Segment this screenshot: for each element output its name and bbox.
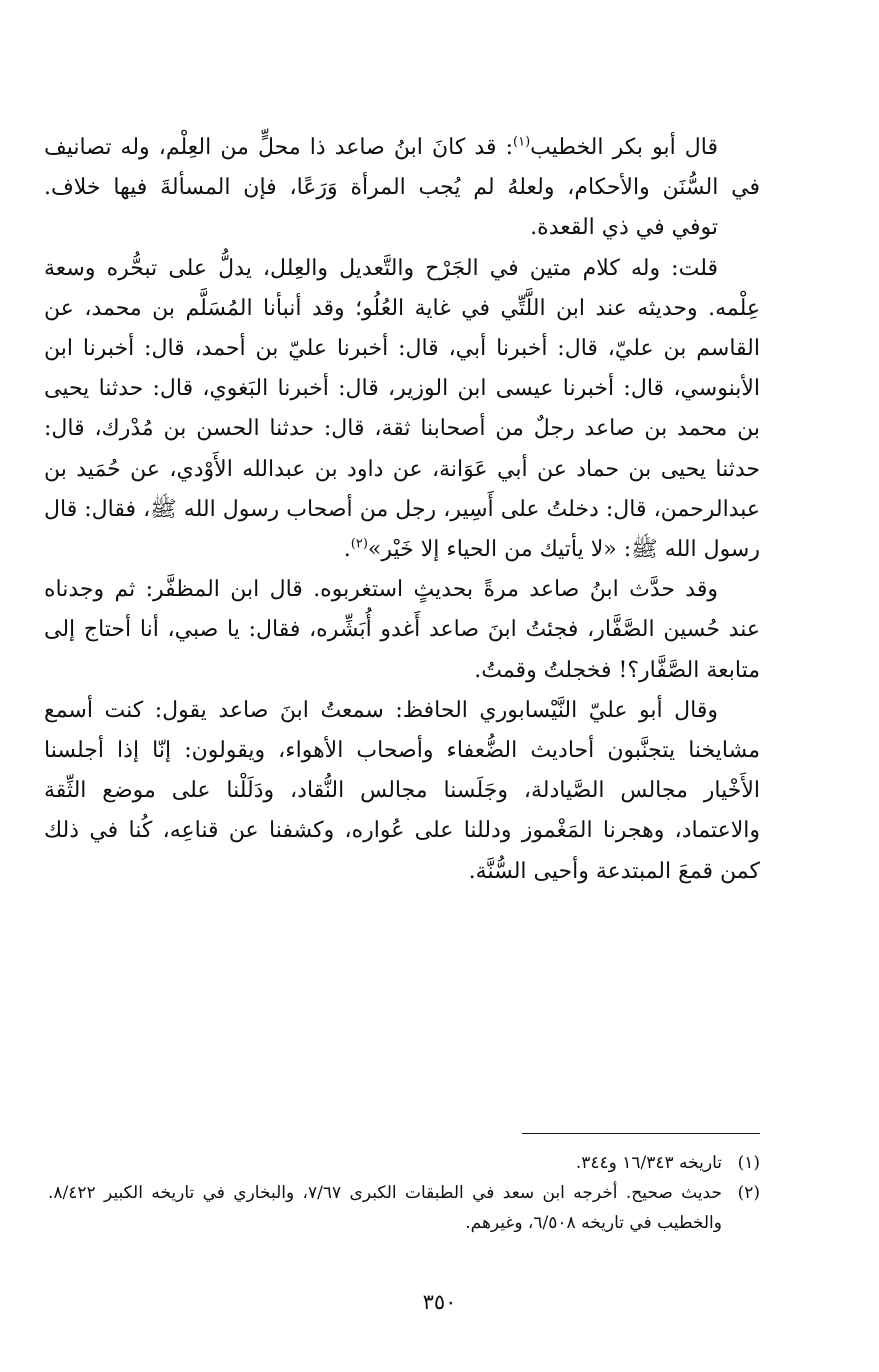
footnote	[48, 1178, 760, 1238]
main-text-body	[44, 128, 760, 892]
footnote-number: (١)	[737, 1153, 760, 1173]
footnote-text: حديث صحيح. أخرجه ابن سعد في الطبقات الكبرى ٧/٦٧، والبخاري في تاريخه الكبير ٨/٤٢٢. والخطيب في تاريخه ٦/٥٠٨، وغيرهم.	[48, 1183, 722, 1233]
page-number: ٣٥٠	[422, 1290, 457, 1314]
footnotes	[48, 1148, 760, 1238]
footnote-separator	[522, 1133, 760, 1134]
footnote	[48, 1148, 760, 1178]
footnote-reference[interactable]: (٢)	[350, 536, 368, 552]
paragraph: وقال أبو عليّ النَّيْسابوري الحافظ: سمعتُ ابنَ صاعد يقول: كنت أسمع مشايخنا يتجنَّبون أحاديث الضُّعفاء وأصحاب الأهواء، ويقولون: إنّا إذا أجلسنا الأَخْيار مجالس الصَّيادلة، وجَلَسنا مجالس النُّقاد، ودَلَلْنا على موضع الثِّقة والاعتماد، وهجرنا المَغْموز ودللنا على عُواره، وكشفنا عن قناعِه، كُنا في ذلك كمن قمعَ المبتدعة وأحيى السُّنَّة.	[44, 697, 760, 884]
paragraph: وقد حدَّث ابنُ صاعد مرةً بحديثٍ استغربوه. قال ابن المظفَّر: ثم وجدناه عند حُسين الصَّفَّار، فجئتُ ابنَ صاعد أَغدو أُبَشِّره، فقال: يا صبي، أنا أحتاج إلى متابعة الصَّفَّار؟! فخجلتُ وقمتُ.	[44, 577, 760, 683]
footnote-reference[interactable]: (١)	[513, 134, 531, 150]
footnote-text: تاريخه ١٦/٣٤٣ و٣٤٤.	[575, 1153, 722, 1173]
paragraph: قال أبو بكر الخطيب$^{(١)}$: قد كانَ ابنُ صاعد ذا محلٍّ من العِلْم، وله تصانيف في السُّنَن والأحكام، ولعلهُ لم يُجب المرأة وَرَعًا، فإن المسألةَ فيها خلاف.	[44, 134, 760, 201]
paragraph: توفي في ذي القعدة.	[530, 215, 718, 241]
paragraph: قلت: وله كلام متين في الجَرْح والتَّعديل والعِلل، يدلُّ على تبحُّره وسعة عِلْمه. وحديثه عند ابن اللَّتِّي في غاية العُلُو؛ وقد أنبأنا المُسَلَّم بن محمد، عن القاسم بن عليّ، قال: أخبرنا أبي، قال: أخبرنا عليّ بن أحمد، قال: أخبرنا ابن الأبنوسي، قال: أخبرنا عيسى ابن الوزير، قال: أخبرنا البَغوي، قال: حدثنا يحيى بن محمد بن صاعد رجلٌ من أصحابنا ثقة، قال: حدثنا الحسن بن مُدْرك، قال: حدثنا يحيى بن حماد عن أبي عَوَانة، عن داود بن عبدالله الأَوْدي، عن حُمَيد بن عبدالرحمن، قال: دخلتُ على أَسِير، رجل من أصحاب رسول الله ﷺ، فقال: قال رسول الله ﷺ: «لا يأتيك من الحياء إلا خَيْر»$^{(٢)}$.	[44, 255, 760, 563]
footnote-number: (٢)	[737, 1183, 760, 1203]
